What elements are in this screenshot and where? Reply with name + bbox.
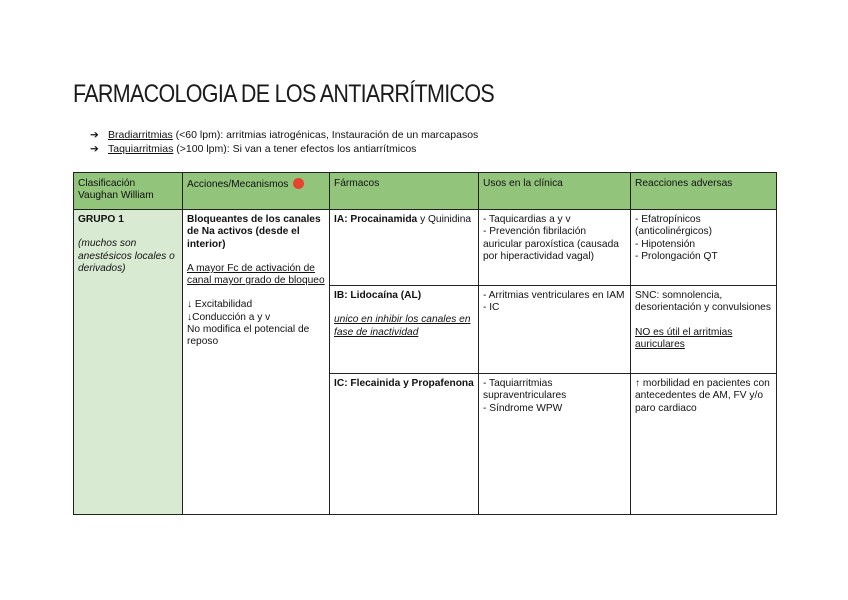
use-item: - Prevención fibrilación auricular paroxística (causada por hiperactividad vagal) xyxy=(483,226,619,262)
table-header-row xyxy=(74,173,777,210)
drug-name: IA: Procainamida xyxy=(334,214,418,225)
mechanism-line: ↓Conducción a y v xyxy=(187,311,271,323)
use-item: - Arritmias ventriculares en IAM xyxy=(483,290,625,301)
bullet-text: (>100 lpm): Si van a tener efectos los antiarrítmicos xyxy=(173,143,417,155)
header-acciones xyxy=(183,173,330,210)
arrow-right-icon: ➔ xyxy=(90,129,99,141)
table-row xyxy=(74,210,777,286)
mechanism-underlined: A mayor Fc de activación de canal mayor grado de bloqueo xyxy=(187,262,325,287)
use-item: - Taquiarritmias supraventriculares xyxy=(483,378,567,402)
adverse-item: - Efatropínicos (anticolinérgicos) xyxy=(635,214,713,238)
adverse-item: ↑ morbilidad en pacientes con antecedentes de AM, FV y/o paro cardiaco xyxy=(635,378,770,414)
header-clasificacion: Clasificación Vaughan William xyxy=(74,173,183,210)
adverse-item: SNC: somnolencia, desorientación y convulsiones xyxy=(635,290,771,314)
adverse-cell xyxy=(631,286,777,374)
drug-rest: y Quinidina xyxy=(417,214,472,225)
uses-cell xyxy=(479,210,631,286)
bullet-term: Bradiarritmias xyxy=(108,129,173,141)
bullet-term: Taquiarritmias xyxy=(108,143,174,155)
group-name: GRUPO 1 xyxy=(78,214,124,225)
mechanism-title: Bloqueantes de los canales de Na activos (desde el interior) xyxy=(187,214,321,250)
header-acciones-label: Acciones/Mecanismos xyxy=(187,179,289,190)
drug-cell xyxy=(330,210,479,286)
page-title: FARMACOLOGIA DE LOS ANTIARRÍTMICOS xyxy=(73,80,495,108)
drug-name: IB: Lidocaína (AL) xyxy=(334,290,422,301)
bullet-text: (<60 lpm): arritmias iatrogénicas, Instauración de un marcapasos xyxy=(172,129,479,141)
adverse-cell xyxy=(631,374,777,515)
antiarrhythmics-table xyxy=(73,172,777,515)
use-item: - Síndrome WPW xyxy=(483,402,563,414)
mechanism-cell xyxy=(183,210,330,515)
adverse-item: - Prolongación QT xyxy=(635,250,718,262)
drug-cell xyxy=(330,286,479,374)
bullet-item-bradiarritmias xyxy=(90,128,478,142)
drug-name: IC: Flecainida y Propafenona xyxy=(334,378,474,389)
uses-cell xyxy=(479,374,631,515)
drug-cell xyxy=(330,374,479,515)
red-dot-icon xyxy=(293,178,304,189)
arrow-right-icon: ➔ xyxy=(90,143,99,155)
bullet-item-taquiarritmias xyxy=(90,142,478,156)
adverse-cell xyxy=(631,210,777,286)
header-farmacos: Fármacos xyxy=(330,173,479,210)
group-note: (muchos son anestésicos locales o derivados) xyxy=(78,238,175,274)
mechanism-line: ↓ Excitabilidad xyxy=(187,299,253,311)
uses-cell xyxy=(479,286,631,374)
adverse-note: NO es útil el arritmias auriculares xyxy=(635,326,733,350)
bullet-list xyxy=(90,128,478,156)
adverse-item: - Hipotensión xyxy=(635,238,696,250)
header-usos: Usos en la clínica xyxy=(479,173,631,210)
group-cell xyxy=(74,210,183,515)
header-reacciones: Reacciones adversas xyxy=(631,173,777,210)
use-item: - IC xyxy=(483,302,500,314)
drug-note: unico en inhibir los canales en fase de inactividad xyxy=(334,314,471,338)
use-item: - Taquicardias a y v xyxy=(483,214,571,225)
mechanism-line: No modifica el potencial de reposo xyxy=(187,324,310,348)
